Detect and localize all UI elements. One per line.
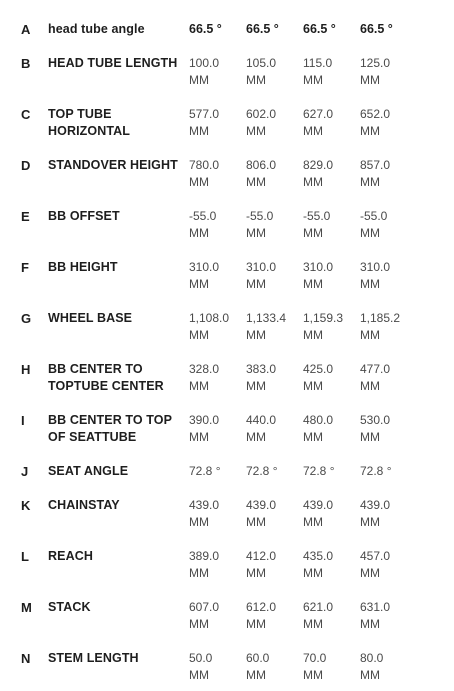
size-value: 310.0 MM bbox=[360, 260, 391, 291]
row-label: REACH bbox=[48, 549, 93, 563]
size-value: 829.0 MM bbox=[303, 158, 334, 189]
row-letter: D bbox=[21, 158, 31, 173]
size-value: 50.0 MM bbox=[189, 651, 213, 682]
size-value: 390.0 MM bbox=[189, 413, 220, 444]
size-value: 457.0 MM bbox=[360, 549, 391, 580]
size-value: 72.8 ° bbox=[189, 464, 221, 478]
row-label: STEM LENGTH bbox=[48, 651, 139, 665]
size-value: 602.0 MM bbox=[246, 107, 277, 138]
size-value: 480.0 MM bbox=[303, 413, 334, 444]
row-letter: M bbox=[21, 600, 32, 615]
size-value: 439.0 MM bbox=[360, 498, 391, 529]
size-value: 631.0 MM bbox=[360, 600, 391, 631]
row-letter: N bbox=[21, 651, 31, 666]
size-value: 806.0 MM bbox=[246, 158, 277, 189]
size-value: 1,108.0 MM bbox=[189, 311, 230, 342]
size-value: 60.0 MM bbox=[246, 651, 270, 682]
row-letter: B bbox=[21, 56, 31, 71]
row-label: BB OFFSET bbox=[48, 209, 120, 223]
row-letter: C bbox=[21, 107, 31, 122]
row-letter: K bbox=[21, 498, 31, 513]
size-value: 328.0 MM bbox=[189, 362, 220, 393]
size-value: 627.0 MM bbox=[303, 107, 334, 138]
row-letter: H bbox=[21, 362, 31, 377]
size-value: -55.0 MM bbox=[189, 209, 217, 240]
size-value: 857.0 MM bbox=[360, 158, 391, 189]
size-value: 577.0 MM bbox=[189, 107, 220, 138]
size-value: 425.0 MM bbox=[303, 362, 334, 393]
row-letter: E bbox=[21, 209, 30, 224]
size-value: 115.0 MM bbox=[303, 56, 333, 87]
size-value: 1,159.3 MM bbox=[303, 311, 344, 342]
row-letter: I bbox=[21, 413, 25, 428]
size-value: 310.0 MM bbox=[189, 260, 220, 291]
size-value: 621.0 MM bbox=[303, 600, 334, 631]
row-letter: F bbox=[21, 260, 29, 275]
size-value: 72.8 ° bbox=[246, 464, 278, 478]
size-value: 1,185.2 MM bbox=[360, 311, 401, 342]
size-value: 440.0 MM bbox=[246, 413, 277, 444]
size-value: 412.0 MM bbox=[246, 549, 277, 580]
row-letter: L bbox=[21, 549, 29, 564]
row-label: BB HEIGHT bbox=[48, 260, 118, 274]
row-letter: G bbox=[21, 311, 32, 326]
size-value: 612.0 MM bbox=[246, 600, 277, 631]
size-value: 530.0 MM bbox=[360, 413, 391, 444]
row-label: TOP TUBE HORIZONTAL bbox=[48, 107, 131, 138]
size-value: 439.0 MM bbox=[303, 498, 334, 529]
size-value: 66.5 ° bbox=[360, 22, 393, 36]
size-value: 780.0 MM bbox=[189, 158, 220, 189]
size-value: 105.0 MM bbox=[246, 56, 277, 87]
size-value: 100.0 MM bbox=[189, 56, 220, 87]
size-value: -55.0 MM bbox=[360, 209, 388, 240]
size-value: 66.5 ° bbox=[303, 22, 336, 36]
size-value: 72.8 ° bbox=[303, 464, 335, 478]
size-value: 652.0 MM bbox=[360, 107, 391, 138]
row-label: CHAINSTAY bbox=[48, 498, 120, 512]
size-value: 439.0 MM bbox=[189, 498, 220, 529]
row-label: HEAD TUBE LENGTH bbox=[48, 56, 178, 70]
size-value: 439.0 MM bbox=[246, 498, 277, 529]
size-value: 66.5 ° bbox=[189, 22, 222, 36]
row-label: head tube angle bbox=[48, 22, 145, 36]
row-label: WHEEL BASE bbox=[48, 311, 133, 325]
row-label: SEAT ANGLE bbox=[48, 464, 129, 478]
row-label: STACK bbox=[48, 600, 91, 614]
size-value: 310.0 MM bbox=[303, 260, 334, 291]
size-value: 310.0 MM bbox=[246, 260, 277, 291]
size-value: 72.8 ° bbox=[360, 464, 392, 478]
size-value: 383.0 MM bbox=[246, 362, 277, 393]
size-value: 607.0 MM bbox=[189, 600, 220, 631]
size-value: 477.0 MM bbox=[360, 362, 391, 393]
size-value: 125.0 MM bbox=[360, 56, 391, 87]
row-label: STANDOVER HEIGHT bbox=[48, 158, 178, 172]
row-letter: J bbox=[21, 464, 29, 479]
size-value: 389.0 MM bbox=[189, 549, 220, 580]
row-letter: A bbox=[21, 22, 31, 37]
row-label: BB CENTER TO TOPTUBE CENTER bbox=[48, 362, 164, 393]
size-value: 1,133.4 MM bbox=[246, 311, 287, 342]
size-value: 70.0 MM bbox=[303, 651, 327, 682]
size-value: -55.0 MM bbox=[303, 209, 331, 240]
size-value: 435.0 MM bbox=[303, 549, 334, 580]
size-value: 80.0 MM bbox=[360, 651, 384, 682]
size-value: 66.5 ° bbox=[246, 22, 279, 36]
size-value: -55.0 MM bbox=[246, 209, 274, 240]
row-label: BB CENTER TO TOP OF SEATTUBE bbox=[48, 413, 172, 444]
